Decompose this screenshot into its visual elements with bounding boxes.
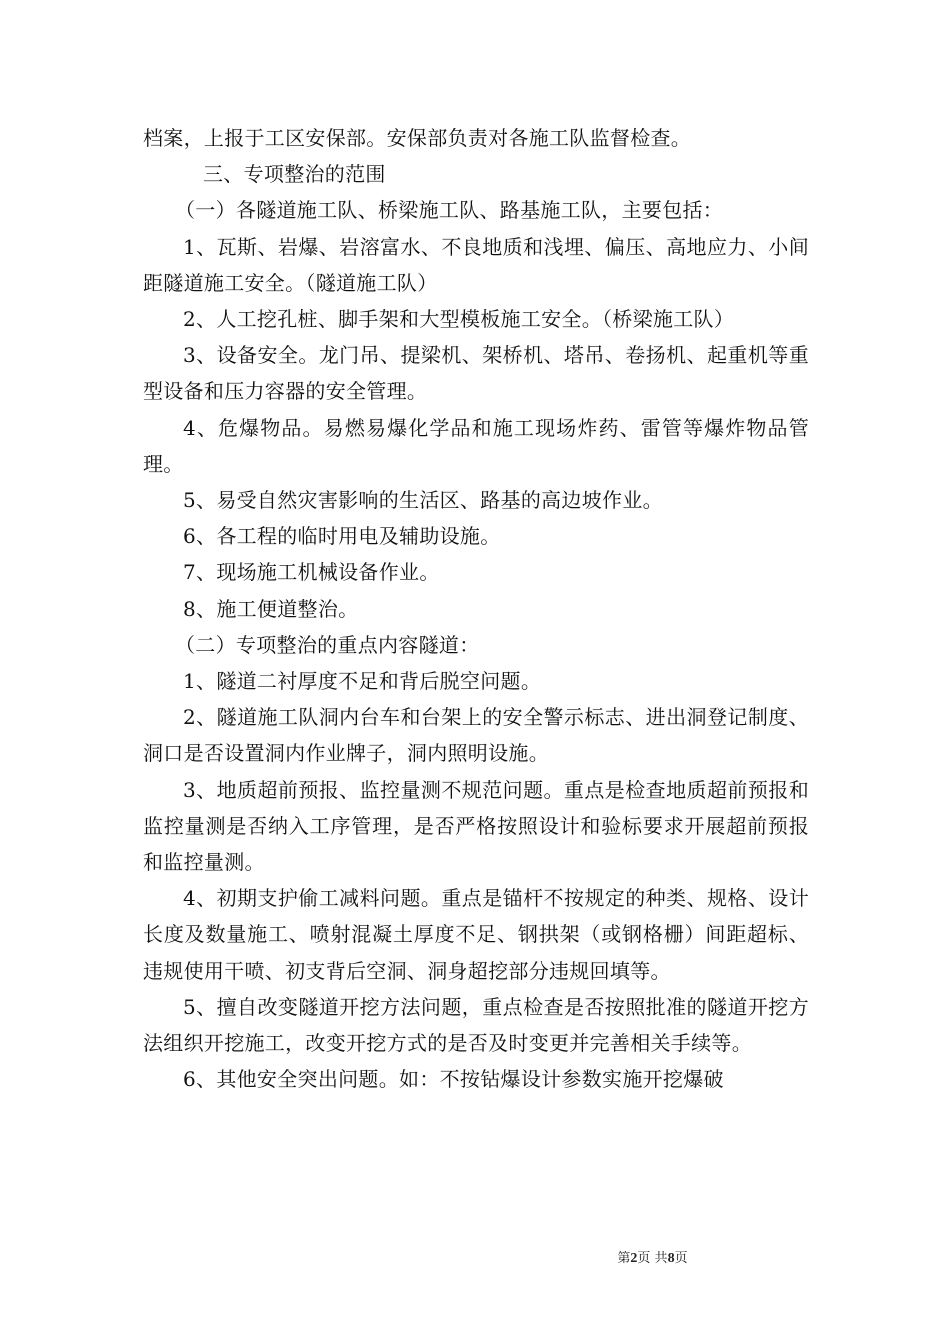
list-item-excavation-method: 5、擅自改变隧道开挖方法问题，重点检查是否按照批准的隧道开挖方法组织开挖施工，改变开挖方式的是否及时变更并完善相关手续等。 <box>143 994 809 1056</box>
list-item-initial-support: 4、初期支护偷工减料问题。重点是锚杆不按规定的种类、规格、设计长度及数量施工、喷射混凝土厚度不足、钢拱架（或钢格栅）间距超标、违规使用干喷、初支背后空洞、洞身超挖部分违规回填等。 <box>143 886 809 983</box>
list-item-machinery: 7、现场施工机械设备作业。 <box>183 560 440 585</box>
list-item-tunnel-safety: 1、瓦斯、岩爆、岩溶富水、不良地质和浅埋、偏压、高地应力、小间距隧道施工安全。（隧道施工队） <box>143 234 809 295</box>
list-item-temporary-power: 6、各工程的临时用电及辅助设施。 <box>183 524 501 549</box>
list-item-natural-disaster: 5、易受自然灾害影响的生活区、路基的高边坡作业。 <box>183 488 663 513</box>
list-item-equipment-safety: 3、设备安全。龙门吊、提梁机、架桥机、塔吊、卷扬机、起重机等重型设备和压力容器的安全管理。 <box>143 343 809 404</box>
footer-middle: 页 共 <box>637 1251 668 1266</box>
list-item-explosives: 4、危爆物品。易燃易爆化学品和施工现场炸药、雷管等爆炸物品管理。 <box>143 415 809 476</box>
list-item-bridge-safety: 2、人工挖孔桩、脚手架和大型模板施工安全。（桥梁施工队） <box>183 307 735 332</box>
list-item-lining-thickness: 1、隧道二衬厚度不足和背后脱空问题。 <box>183 669 542 694</box>
paragraph-archive-report: 档案，上报于工区安保部。安保部负责对各施工队监督检查。 <box>143 126 692 150</box>
list-item-other-issues: 6、其他安全突出问题。如：不按钻爆设计参数实施开挖爆破 <box>183 1067 724 1092</box>
page-footer <box>0 1247 950 1267</box>
list-item-access-road: 8、施工便道整治。 <box>183 596 359 621</box>
document-body <box>143 120 809 1097</box>
footer-current-page: 2 <box>630 1251 638 1266</box>
footer-total-pages: 8 <box>667 1251 675 1266</box>
subsection-heading-key-content: （二）专项整治的重点内容隧道： <box>175 632 480 657</box>
footer-suffix: 页 <box>674 1251 688 1266</box>
subsection-heading-teams: （一）各隧道施工队、桥梁施工队、路基施工队，主要包括： <box>175 198 724 223</box>
footer-prefix: 第 <box>617 1251 631 1266</box>
section-heading-scope: 三、专项整治的范围 <box>203 162 386 187</box>
list-item-geological-forecast: 3、地质超前预报、监控量测不规范问题。重点是检查地质超前预报和监控量测是否纳入工序管理，是否严格按照设计和验标要求开展超前预报和监控量测。 <box>143 777 809 875</box>
list-item-warning-signs: 2、隧道施工队洞内台车和台架上的安全警示标志、进出洞登记制度、洞口是否设置洞内作业牌子，洞内照明设施。 <box>143 705 809 766</box>
